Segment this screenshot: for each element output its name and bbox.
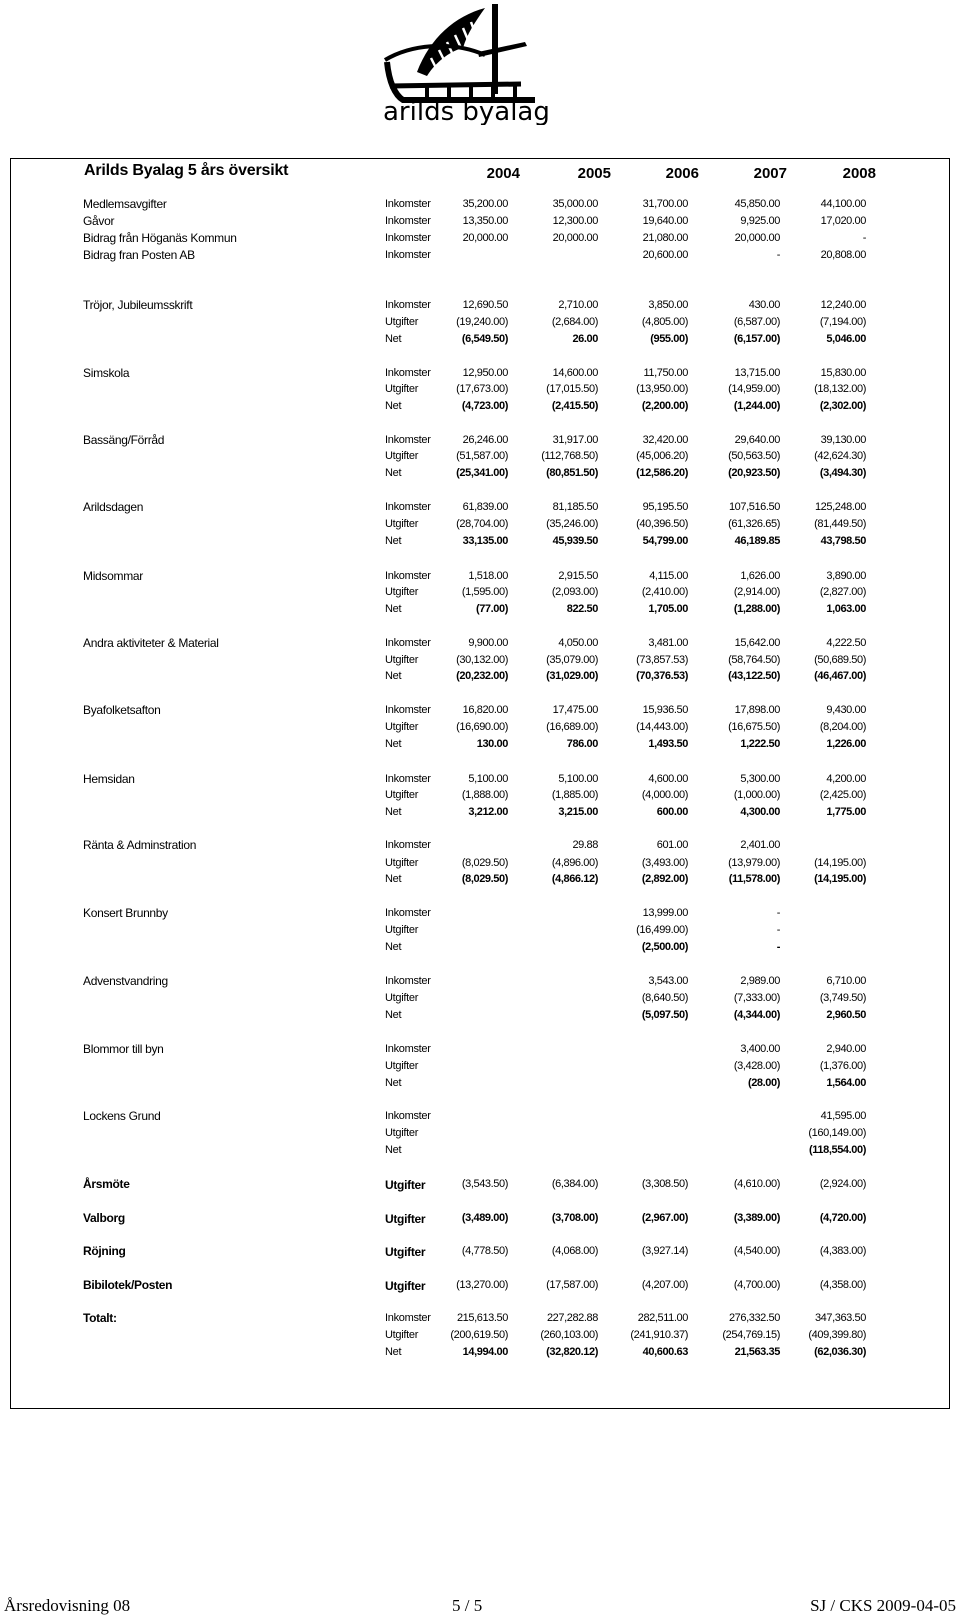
row-type-label: Inkomster <box>385 704 431 716</box>
value-cell-2008: 5,046.00 <box>826 333 866 345</box>
row-type-label: Net <box>385 535 402 547</box>
value-cell-2005: (4,068.00) <box>551 1245 598 1257</box>
value-cell-2005: (1,885.00) <box>551 789 598 801</box>
value-cell-2007: 1,222.50 <box>740 738 780 750</box>
value-cell-2007: 46,189.85 <box>734 535 780 547</box>
value-cell-2007: 2,401.00 <box>740 839 780 851</box>
year-header: 2008 <box>842 165 876 182</box>
row-type-label: Utgifter <box>385 1060 419 1072</box>
value-cell-2006: 1,705.00 <box>648 603 688 615</box>
value-cell-2005: (4,896.00) <box>551 857 598 869</box>
value-cell-2004: (16,690.00) <box>456 721 508 733</box>
value-cell-2008: (81,449.50) <box>814 518 866 530</box>
value-cell-2005: 14,600.00 <box>552 367 598 379</box>
value-cell-2005: 81,185.50 <box>552 501 598 513</box>
value-cell-2005: (260,103.00) <box>540 1329 598 1341</box>
value-cell-2004: 20,000.00 <box>462 232 508 244</box>
row-type-label: Utgifter <box>385 1212 426 1226</box>
value-cell-2007: - <box>776 924 780 936</box>
value-cell-2006: (5,097.50) <box>641 1009 688 1021</box>
value-cell-2006: 4,600.00 <box>648 773 688 785</box>
row-category: Medlemsavgifter <box>83 197 167 211</box>
value-cell-2004: (20,232.00) <box>456 670 508 682</box>
value-cell-2006: (2,410.00) <box>641 586 688 598</box>
value-cell-2007: (50,563.50) <box>728 450 780 462</box>
value-cell-2006: 19,640.00 <box>642 215 688 227</box>
value-cell-2007: (43,122.50) <box>728 670 780 682</box>
row-type-label: Utgifter <box>385 450 419 462</box>
value-cell-2005: (35,079.00) <box>546 654 598 666</box>
row-type-label: Inkomster <box>385 215 431 227</box>
value-cell-2008: 41,595.00 <box>820 1110 866 1122</box>
row-type-label: Utgifter <box>385 857 419 869</box>
value-cell-2008: (1,376.00) <box>819 1060 866 1072</box>
row-type-label: Inkomster <box>385 975 431 987</box>
value-cell-2007: (7,333.00) <box>733 992 780 1004</box>
value-cell-2004: 12,950.00 <box>462 367 508 379</box>
value-cell-2006: (16,499.00) <box>636 924 688 936</box>
value-cell-2005: 12,300.00 <box>552 215 598 227</box>
value-cell-2007: (3,428.00) <box>733 1060 780 1072</box>
value-cell-2008: 3,890.00 <box>826 570 866 582</box>
value-cell-2004: 35,200.00 <box>462 198 508 210</box>
row-category: Konsert Brunnby <box>83 906 168 920</box>
value-cell-2005: (2,415.50) <box>551 400 598 412</box>
value-cell-2006: (2,892.00) <box>641 873 688 885</box>
value-cell-2006: (40,396.50) <box>636 518 688 530</box>
value-cell-2007: (1,288.00) <box>733 603 780 615</box>
value-cell-2005: (80,851.50) <box>546 467 598 479</box>
row-type-label: Net <box>385 738 402 750</box>
value-cell-2008: 17,020.00 <box>820 215 866 227</box>
value-cell-2008: 1,226.00 <box>826 738 866 750</box>
value-cell-2006: 4,115.00 <box>649 570 688 582</box>
value-cell-2005: 4,050.00 <box>558 637 598 649</box>
row-type-label: Utgifter <box>385 383 419 395</box>
value-cell-2004: 9,900.00 <box>468 637 508 649</box>
value-cell-2008: (18,132.00) <box>814 383 866 395</box>
value-cell-2007: 2,989.00 <box>740 975 780 987</box>
row-type-label: Inkomster <box>385 907 431 919</box>
row-type-label: Utgifter <box>385 1127 419 1139</box>
row-type-label: Utgifter <box>385 721 419 733</box>
value-cell-2006: (241,910.37) <box>630 1329 688 1341</box>
value-cell-2007: 13,715.00 <box>734 367 780 379</box>
row-type-label: Inkomster <box>385 637 431 649</box>
row-category: Totalt: <box>83 1311 117 1325</box>
value-cell-2007: 107,516.50 <box>728 501 780 513</box>
footer-page-number: 5 / 5 <box>452 1596 483 1615</box>
value-cell-2004: (28,704.00) <box>456 518 508 530</box>
value-cell-2006: (70,376.53) <box>636 670 688 682</box>
value-cell-2004: (8,029.50) <box>461 857 508 869</box>
row-category: Bidrag fran Posten AB <box>83 248 195 262</box>
row-type-label: Net <box>385 806 402 818</box>
row-category: Årsmöte <box>83 1177 130 1191</box>
value-cell-2007: (6,587.00) <box>733 316 780 328</box>
row-type-label: Utgifter <box>385 1178 426 1192</box>
value-cell-2006: 3,543.00 <box>648 975 688 987</box>
value-cell-2007: (16,675.50) <box>728 721 780 733</box>
value-cell-2007: 5,300.00 <box>740 773 780 785</box>
value-cell-2004: 3,212.00 <box>468 806 508 818</box>
value-cell-2006: 11,750.00 <box>643 367 688 379</box>
row-type-label: Utgifter <box>385 586 419 598</box>
row-type-label: Inkomster <box>385 434 431 446</box>
row-type-label: Utgifter <box>385 654 419 666</box>
value-cell-2006: (8,640.50) <box>641 992 688 1004</box>
value-cell-2006: (4,805.00) <box>641 316 688 328</box>
value-cell-2008: 1,063.00 <box>826 603 866 615</box>
row-type-label: Inkomster <box>385 299 431 311</box>
row-type-label: Net <box>385 1346 402 1358</box>
value-cell-2006: 21,080.00 <box>642 232 688 244</box>
row-type-label: Net <box>385 1009 402 1021</box>
value-cell-2008: 9,430.00 <box>826 704 866 716</box>
value-cell-2004: (25,341.00) <box>456 467 508 479</box>
value-cell-2004: 33,135.00 <box>462 535 508 547</box>
value-cell-2007: (20,923.50) <box>728 467 780 479</box>
value-cell-2004: 14,994.00 <box>462 1346 508 1358</box>
value-cell-2005: 17,475.00 <box>552 704 598 716</box>
value-cell-2006: (45,006.20) <box>636 450 688 462</box>
value-cell-2008: (2,827.00) <box>819 586 866 598</box>
value-cell-2006: 31,700.00 <box>642 198 688 210</box>
value-cell-2004: (3,489.00) <box>461 1212 508 1224</box>
value-cell-2007: (1,000.00) <box>733 789 780 801</box>
row-type-label: Net <box>385 1144 402 1156</box>
row-type-label: Net <box>385 400 402 412</box>
value-cell-2004: (19,240.00) <box>456 316 508 328</box>
value-cell-2006: 32,420.00 <box>642 434 688 446</box>
value-cell-2007: 15,642.00 <box>734 637 780 649</box>
value-cell-2007: (58,764.50) <box>728 654 780 666</box>
value-cell-2006: 13,999.00 <box>642 907 688 919</box>
row-category: Simskola <box>83 366 130 380</box>
row-type-label: Utgifter <box>385 924 419 936</box>
row-type-label: Utgifter <box>385 1245 426 1259</box>
value-cell-2004: 61,839.00 <box>462 501 508 513</box>
page-footer <box>0 1596 960 1620</box>
row-category: Midsommar <box>83 569 143 583</box>
row-category: Valborg <box>83 1211 125 1225</box>
value-cell-2004: (8,029.50) <box>461 873 508 885</box>
row-category: Advenstvandring <box>83 974 168 988</box>
row-type-label: Utgifter <box>385 1329 419 1341</box>
value-cell-2005: (35,246.00) <box>546 518 598 530</box>
value-cell-2007: (4,540.00) <box>733 1245 780 1257</box>
footer-author-date: SJ / CKS 2009-04-05 <box>810 1596 956 1615</box>
value-cell-2008: (4,383.00) <box>819 1245 866 1257</box>
value-cell-2004: 16,820.00 <box>462 704 508 716</box>
value-cell-2007: (4,700.00) <box>733 1279 780 1291</box>
row-type-label: Net <box>385 1077 402 1089</box>
value-cell-2008: 15,830.00 <box>820 367 866 379</box>
value-cell-2007: (13,979.00) <box>728 857 780 869</box>
value-cell-2007: (11,578.00) <box>728 873 780 885</box>
value-cell-2005: (2,093.00) <box>551 586 598 598</box>
value-cell-2007: (61,326.65) <box>728 518 780 530</box>
year-header: 2004 <box>486 165 520 182</box>
value-cell-2006: (4,207.00) <box>641 1279 688 1291</box>
value-cell-2005: 227,282.88 <box>546 1312 598 1324</box>
value-cell-2008: (14,195.00) <box>814 873 866 885</box>
value-cell-2008: 4,200.00 <box>826 773 866 785</box>
value-cell-2005: (6,384.00) <box>551 1178 598 1190</box>
value-cell-2007: 276,332.50 <box>728 1312 780 1324</box>
value-cell-2008: 4,222.50 <box>826 637 866 649</box>
value-cell-2008: (2,302.00) <box>819 400 866 412</box>
value-cell-2006: 20,600.00 <box>642 249 688 261</box>
value-cell-2006: (3,308.50) <box>641 1178 688 1190</box>
value-cell-2004: (51,587.00) <box>456 450 508 462</box>
row-category: Röjning <box>83 1244 126 1258</box>
value-cell-2004: (13,270.00) <box>456 1279 508 1291</box>
value-cell-2005: 5,100.00 <box>558 773 598 785</box>
row-category: Andra aktiviteter & Material <box>83 636 219 650</box>
value-cell-2007: 3,400.00 <box>740 1043 780 1055</box>
value-cell-2004: (3,543.50) <box>461 1178 508 1190</box>
value-cell-2006: 1,493.50 <box>648 738 688 750</box>
value-cell-2007: 45,850.00 <box>734 198 780 210</box>
value-cell-2006: (2,967.00) <box>641 1212 688 1224</box>
value-cell-2004: (77.00) <box>475 603 508 615</box>
value-cell-2008: (14,195.00) <box>814 857 866 869</box>
value-cell-2005: 26.00 <box>572 333 598 345</box>
row-type-label: Inkomster <box>385 249 431 261</box>
value-cell-2007: (4,610.00) <box>733 1178 780 1190</box>
value-cell-2008: (50,689.50) <box>814 654 866 666</box>
value-cell-2006: (3,493.00) <box>641 857 688 869</box>
value-cell-2005: 35,000.00 <box>552 198 598 210</box>
row-type-label: Net <box>385 670 402 682</box>
value-cell-2008: (8,204.00) <box>819 721 866 733</box>
value-cell-2008: (3,749.50) <box>819 992 866 1004</box>
row-category: Arildsdagen <box>83 500 144 514</box>
year-header: 2007 <box>753 165 787 182</box>
row-category: Gåvor <box>83 214 115 228</box>
value-cell-2008: (2,425.00) <box>819 789 866 801</box>
row-category: Tröjor, Jubileumsskrift <box>83 298 193 312</box>
value-cell-2007: 9,925.00 <box>740 215 780 227</box>
value-cell-2006: (955.00) <box>650 333 688 345</box>
row-type-label: Inkomster <box>385 367 431 379</box>
value-cell-2004: 26,246.00 <box>462 434 508 446</box>
value-cell-2005: 20,000.00 <box>552 232 598 244</box>
value-cell-2005: 45,939.50 <box>552 535 598 547</box>
value-cell-2008: 39,130.00 <box>820 434 866 446</box>
value-cell-2007: - <box>776 941 780 953</box>
value-cell-2007: (254,769.15) <box>722 1329 780 1341</box>
row-type-label: Inkomster <box>385 501 431 513</box>
value-cell-2008: (160,149.00) <box>808 1127 866 1139</box>
row-type-label: Net <box>385 603 402 615</box>
value-cell-2005: 29.88 <box>572 839 598 851</box>
value-cell-2008: (7,194.00) <box>819 316 866 328</box>
value-cell-2008: (42,624.30) <box>814 450 866 462</box>
value-cell-2007: (1,244.00) <box>733 400 780 412</box>
value-cell-2007: 21,563.35 <box>734 1346 780 1358</box>
value-cell-2006: 95,195.50 <box>642 501 688 513</box>
row-type-label: Inkomster <box>385 773 431 785</box>
value-cell-2004: (1,888.00) <box>461 789 508 801</box>
value-cell-2007: - <box>776 907 780 919</box>
value-cell-2008: (3,494.30) <box>819 467 866 479</box>
value-cell-2008: 44,100.00 <box>820 198 866 210</box>
value-cell-2006: (12,586.20) <box>636 467 688 479</box>
value-cell-2008: (4,720.00) <box>819 1212 866 1224</box>
row-type-label: Net <box>385 941 402 953</box>
year-header: 2006 <box>665 165 699 182</box>
value-cell-2005: (16,689.00) <box>546 721 598 733</box>
value-cell-2008: (118,554.00) <box>809 1144 866 1156</box>
value-cell-2008: 2,960.50 <box>826 1009 866 1021</box>
value-cell-2004: (30,132.00) <box>456 654 508 666</box>
value-cell-2006: 3,850.00 <box>648 299 688 311</box>
value-cell-2006: 40,600.63 <box>642 1346 688 1358</box>
value-cell-2007: 1,626.00 <box>740 570 780 582</box>
value-cell-2005: 31,917.00 <box>552 434 598 446</box>
value-cell-2007: 17,898.00 <box>734 704 780 716</box>
value-cell-2008: (62,036.30) <box>814 1346 866 1358</box>
value-cell-2008: 20,808.00 <box>820 249 866 261</box>
value-cell-2006: (4,000.00) <box>641 789 688 801</box>
row-type-label: Inkomster <box>385 1110 431 1122</box>
arilds-byalag-logo <box>375 0 560 125</box>
row-type-label: Utgifter <box>385 1279 426 1293</box>
row-type-label: Utgifter <box>385 316 419 328</box>
value-cell-2004: 12,690.50 <box>462 299 508 311</box>
value-cell-2004: (6,549.50) <box>461 333 508 345</box>
footer-document-name: Årsredovisning 08 <box>4 1596 131 1615</box>
value-cell-2006: 601.00 <box>656 839 688 851</box>
row-type-label: Inkomster <box>385 198 431 210</box>
value-cell-2008: 2,940.00 <box>826 1043 866 1055</box>
row-category: Blommor till byn <box>83 1042 164 1056</box>
row-type-label: Utgifter <box>385 992 419 1004</box>
value-cell-2005: 2,915.50 <box>558 570 598 582</box>
row-category: Bidrag från Höganäs Kommun <box>83 231 237 245</box>
value-cell-2006: 15,936.50 <box>642 704 688 716</box>
value-cell-2006: 282,511.00 <box>637 1312 688 1324</box>
row-type-label: Inkomster <box>385 839 431 851</box>
row-type-label: Inkomster <box>385 1312 431 1324</box>
report-title: Arilds Byalag 5 års översikt <box>84 162 289 179</box>
row-type-label: Utgifter <box>385 789 419 801</box>
value-cell-2007: (14,959.00) <box>728 383 780 395</box>
value-cell-2007: 4,300.00 <box>740 806 780 818</box>
value-cell-2008: 12,240.00 <box>820 299 866 311</box>
row-category: Lockens Grund <box>83 1109 161 1123</box>
value-cell-2006: (2,500.00) <box>641 941 688 953</box>
value-cell-2006: (13,950.00) <box>636 383 688 395</box>
row-type-label: Inkomster <box>385 232 431 244</box>
value-cell-2007: 430.00 <box>748 299 780 311</box>
value-cell-2007: (6,157.00) <box>733 333 780 345</box>
value-cell-2004: 130.00 <box>476 738 508 750</box>
value-cell-2005: (112,768.50) <box>541 450 598 462</box>
value-cell-2005: (2,684.00) <box>551 316 598 328</box>
value-cell-2005: (31,029.00) <box>546 670 598 682</box>
value-cell-2004: (1,595.00) <box>461 586 508 598</box>
value-cell-2005: 2,710.00 <box>558 299 598 311</box>
value-cell-2008: (2,924.00) <box>819 1178 866 1190</box>
value-cell-2007: (28.00) <box>747 1077 780 1089</box>
value-cell-2007: 29,640.00 <box>734 434 780 446</box>
value-cell-2008: (46,467.00) <box>814 670 866 682</box>
value-cell-2008: 125,248.00 <box>814 501 866 513</box>
value-cell-2008: (4,358.00) <box>819 1279 866 1291</box>
value-cell-2007: 20,000.00 <box>734 232 780 244</box>
value-cell-2005: 3,215.00 <box>558 806 598 818</box>
value-cell-2006: (2,200.00) <box>641 400 688 412</box>
row-category: Bibilotek/Posten <box>83 1278 173 1292</box>
value-cell-2004: (4,778.50) <box>461 1245 508 1257</box>
value-cell-2006: 3,481.00 <box>648 637 688 649</box>
value-cell-2007: - <box>776 249 780 261</box>
value-cell-2006: (3,927.14) <box>641 1245 688 1257</box>
value-cell-2008: 347,363.50 <box>814 1312 866 1324</box>
row-type-label: Net <box>385 467 402 479</box>
row-type-label: Inkomster <box>385 570 431 582</box>
value-cell-2008: 1,564.00 <box>826 1077 866 1089</box>
svg-text:arilds byalag: arilds byalag <box>383 97 550 125</box>
value-cell-2007: (4,344.00) <box>733 1009 780 1021</box>
value-cell-2005: (4,866.12) <box>551 873 598 885</box>
row-type-label: Inkomster <box>385 1043 431 1055</box>
value-cell-2008: 43,798.50 <box>820 535 866 547</box>
row-type-label: Utgifter <box>385 518 419 530</box>
row-type-label: Net <box>385 333 402 345</box>
value-cell-2005: (17,015.50) <box>546 383 598 395</box>
value-cell-2008: 6,710.00 <box>826 975 866 987</box>
value-cell-2004: 1,518.00 <box>468 570 508 582</box>
value-cell-2004: 5,100.00 <box>468 773 508 785</box>
value-cell-2006: (14,443.00) <box>636 721 688 733</box>
year-header: 2005 <box>577 165 611 182</box>
value-cell-2004: (200,619.50) <box>450 1329 508 1341</box>
value-cell-2005: 786.00 <box>566 738 598 750</box>
value-cell-2004: 13,350.00 <box>462 215 508 227</box>
value-cell-2004: 215,613.50 <box>456 1312 508 1324</box>
value-cell-2004: (4,723.00) <box>461 400 508 412</box>
row-category: Hemsidan <box>83 772 135 786</box>
value-cell-2006: (73,857.53) <box>636 654 688 666</box>
value-cell-2005: (17,587.00) <box>546 1279 598 1291</box>
value-cell-2006: 54,799.00 <box>642 535 688 547</box>
value-cell-2004: (17,673.00) <box>456 383 508 395</box>
row-category: Byafolketsafton <box>83 703 161 717</box>
row-category: Bassäng/Förråd <box>83 433 165 447</box>
value-cell-2008: 1,775.00 <box>826 806 866 818</box>
row-category: Ränta & Adminstration <box>83 838 197 852</box>
value-cell-2007: (2,914.00) <box>733 586 780 598</box>
value-cell-2005: (3,708.00) <box>551 1212 598 1224</box>
value-cell-2006: 600.00 <box>656 806 688 818</box>
value-cell-2005: 822.50 <box>566 603 598 615</box>
value-cell-2008: (409,399.80) <box>808 1329 866 1341</box>
value-cell-2007: (3,389.00) <box>733 1212 780 1224</box>
value-cell-2005: (32,820.12) <box>546 1346 598 1358</box>
row-type-label: Net <box>385 873 402 885</box>
value-cell-2008: - <box>862 232 866 244</box>
